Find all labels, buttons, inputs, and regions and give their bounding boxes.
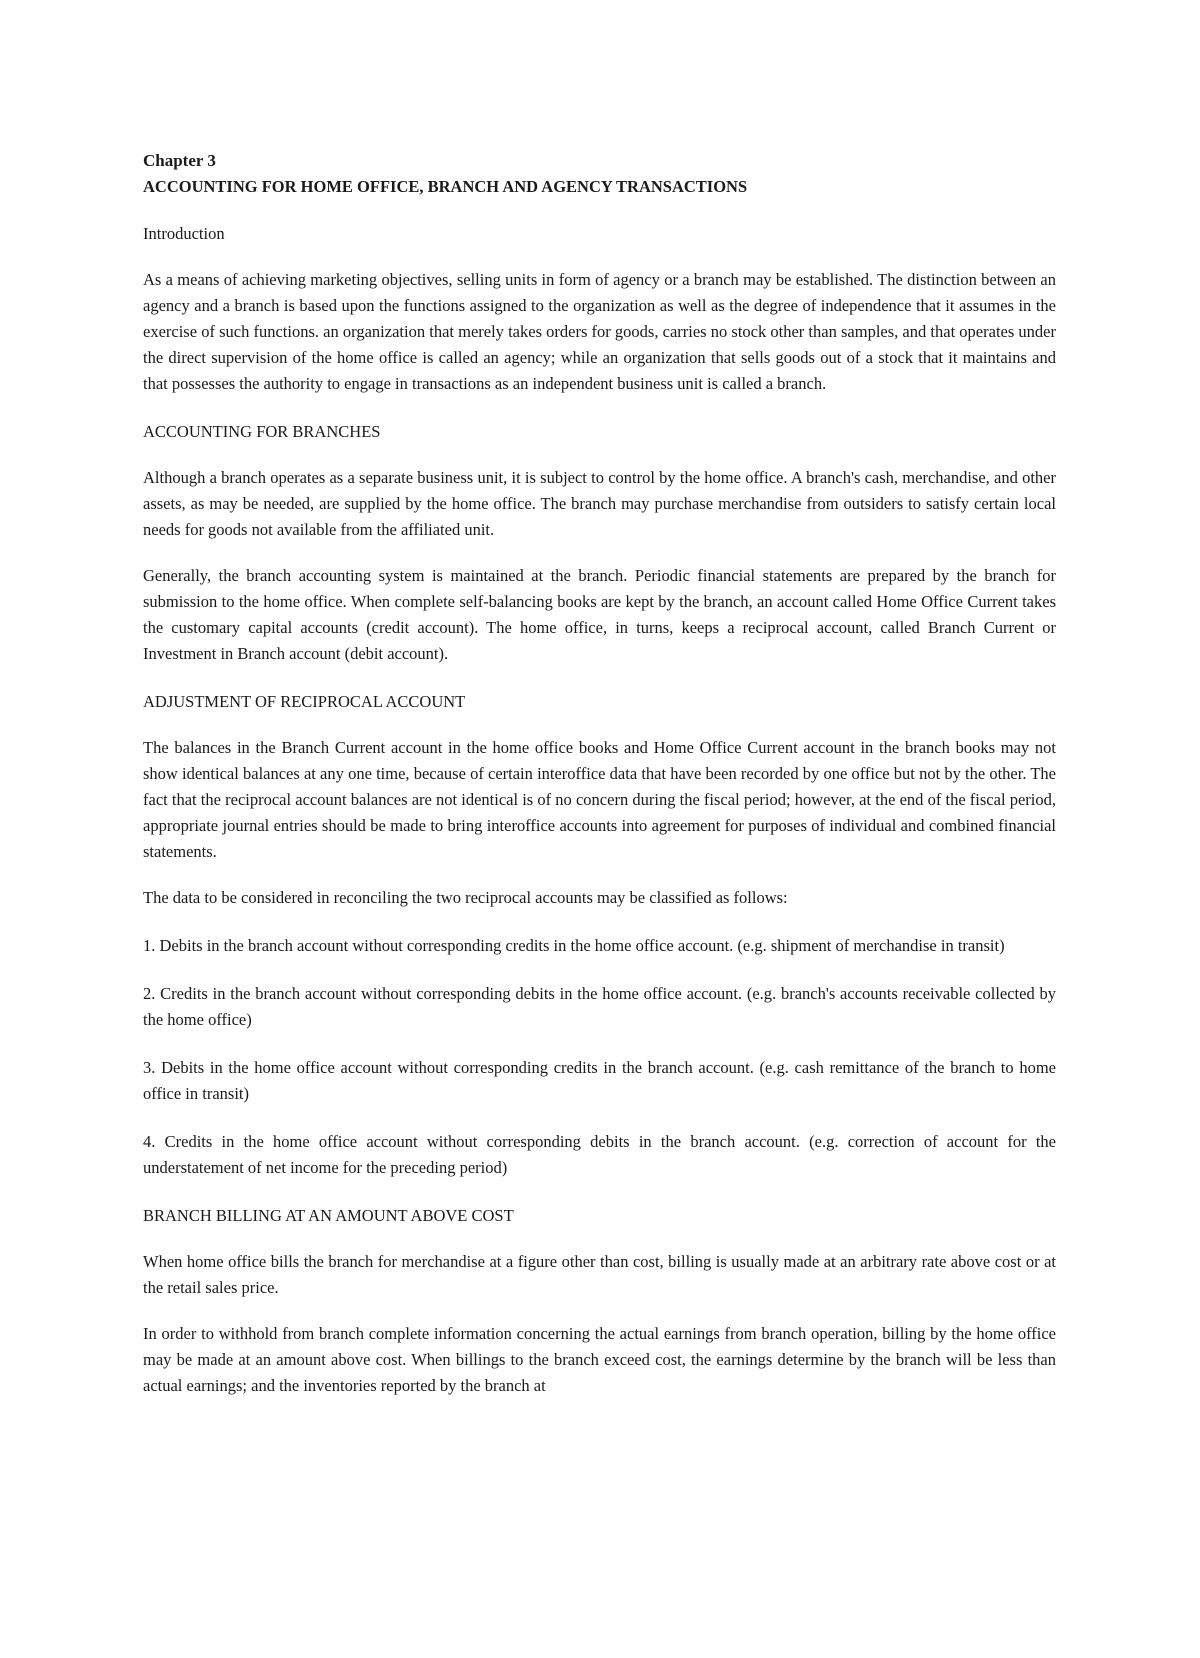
intro-heading: Introduction <box>143 224 225 243</box>
list-item: 3. Debits in the home office account without corresponding credits in the branch account. (e.g. cash remittance of the branch to home office in transit) <box>143 1058 1056 1103</box>
list-item: 2. Credits in the branch account without corresponding debits in the home office account. (e.g. branch's accounts receivable collected by the home office) <box>143 984 1056 1029</box>
adjustment-paragraph-2: The data to be considered in reconciling the two reciprocal accounts may be classified as follows: <box>143 888 788 907</box>
chapter-number: Chapter 3 <box>143 151 216 170</box>
list-item: 1. Debits in the branch account without corresponding credits in the home office account. (e.g. shipment of merchandise in transit) <box>143 936 1005 955</box>
list-item: 4. Credits in the home office account without corresponding debits in the branch account. (e.g. correction of account for the understatement of net income for the preceding period) <box>143 1132 1056 1177</box>
chapter-title: ACCOUNTING FOR HOME OFFICE, BRANCH AND AGENCY TRANSACTIONS <box>143 177 748 196</box>
intro-paragraph: As a means of achieving marketing objectives, selling units in form of agency or a branch may be established. The distinction between an agency and a branch is based upon the functions assigned to the organization as well as the degree of independence that it assumes in the exercise of such functions. an organization that merely takes orders for goods, carries no stock other than samples, and that operates under the direct supervision of the home office is called an agency; while an organization that sells goods out of a stock that it maintains and that possesses the authority to engage in transactions as an independent business unit is called a branch. <box>143 270 1056 393</box>
section-heading-billing: BRANCH BILLING AT AN AMOUNT ABOVE COST <box>143 1206 514 1225</box>
billing-paragraph-2: In order to withhold from branch complete information concerning the actual earnings from branch operation, billing by the home office may be made at an amount above cost. When billings to the branch exceed cost, the earnings determine by the branch will be less than actual earnings; and the inventories reported by the branch at <box>143 1324 1056 1395</box>
branches-paragraph-2: Generally, the branch accounting system is maintained at the branch. Periodic financial statements are prepared by the branch for submission to the home office. When complete self-balancing books are kept by the branch, an account called Home Office Current takes the customary capital accounts (credit account). The home office, in turns, keeps a reciprocal account, called Branch Current or Investment in Branch account (debit account). <box>143 566 1056 663</box>
billing-paragraph-1: When home office bills the branch for merchandise at a figure other than cost, billing is usually made at an arbitrary rate above cost or at the retail sales price. <box>143 1252 1056 1297</box>
section-heading-adjustment: ADJUSTMENT OF RECIPROCAL ACCOUNT <box>143 692 466 711</box>
document-page <box>143 148 1056 1399</box>
branches-paragraph-1: Although a branch operates as a separate business unit, it is subject to control by the home office. A branch's cash, merchandise, and other assets, as may be needed, are supplied by the home office. The branch may purchase merchandise from outsiders to satisfy certain local needs for goods not available from the affiliated unit. <box>143 468 1056 539</box>
adjustment-paragraph-1: The balances in the Branch Current account in the home office books and Home Office Current account in the branch books may not show identical balances at any one time, because of certain interoffice data that have been recorded by one office but not by the other. The fact that the reciprocal account balances are not identical is of no concern during the fiscal period; however, at the end of the fiscal period, appropriate journal entries should be made to bring interoffice accounts into agreement for purposes of individual and combined financial statements. <box>143 738 1056 861</box>
section-heading-branches: ACCOUNTING FOR BRANCHES <box>143 422 381 441</box>
